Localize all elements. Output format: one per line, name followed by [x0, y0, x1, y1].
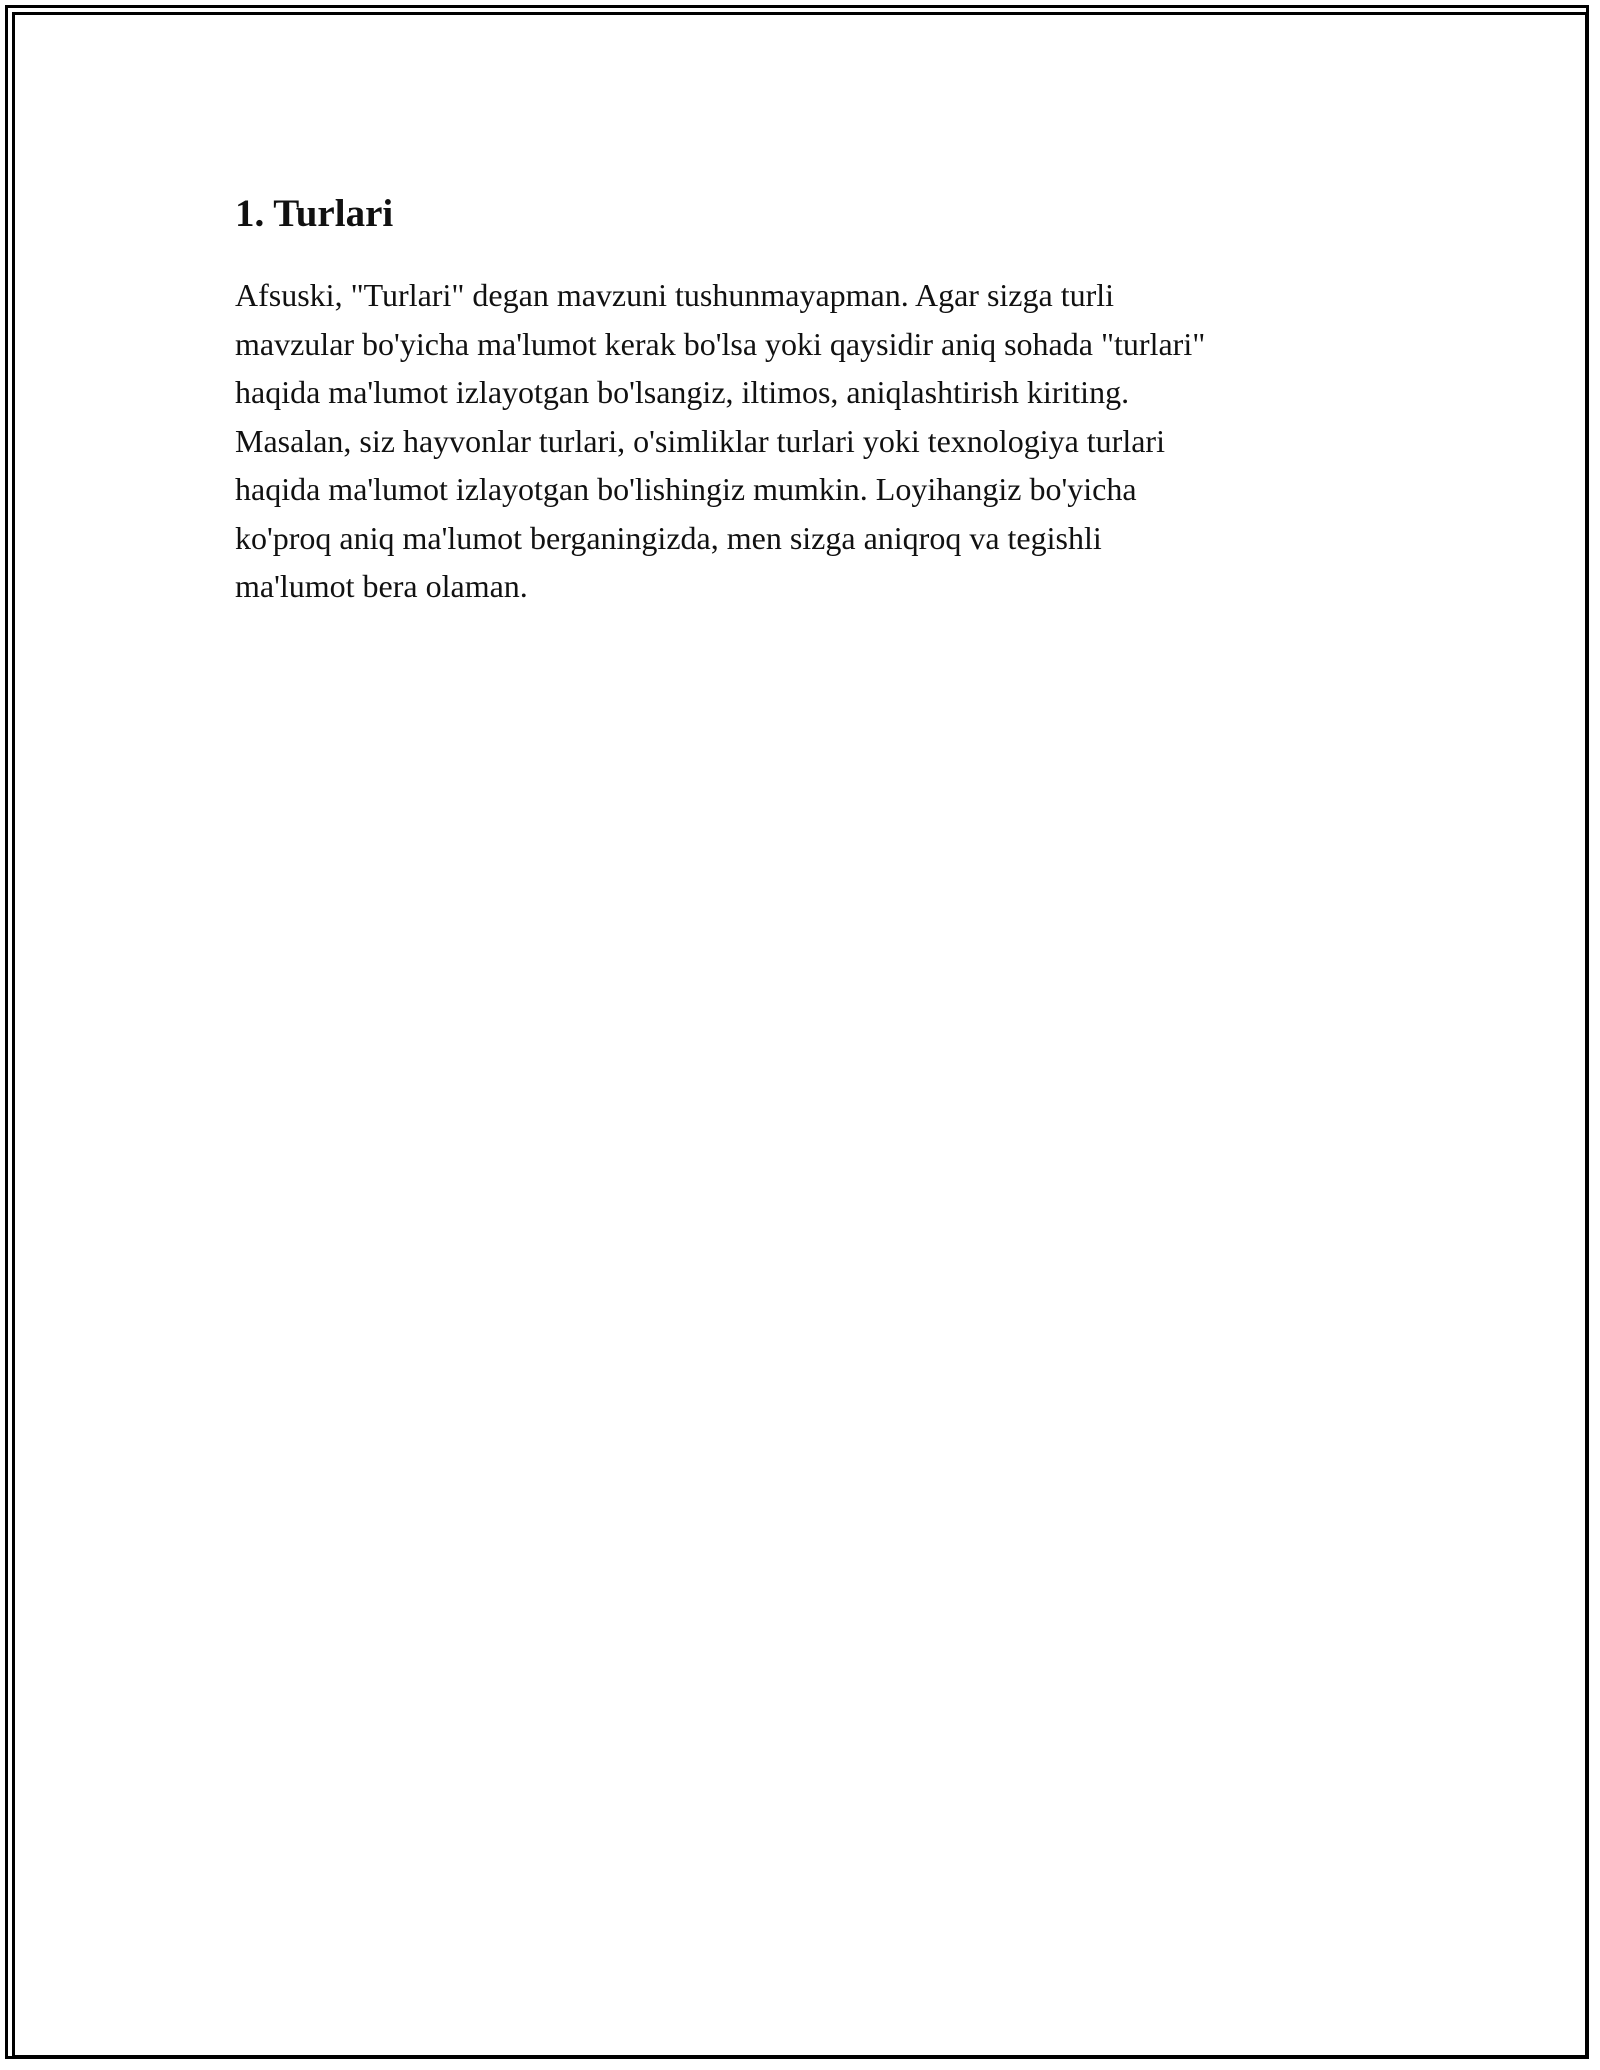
- section-heading: 1. Turlari: [235, 192, 394, 235]
- paragraph-line: mavzular bo'yicha ma'lumot kerak bo'lsa yoki qaysidir aniq sohada "turlari": [235, 325, 1206, 362]
- paragraph-line: ko'proq aniq ma'lumot berganingizda, men sizga aniqroq va tegishli: [235, 519, 1102, 556]
- paragraph-line: haqida ma'lumot izlayotgan bo'lishingiz mumkin. Loyihangiz bo'yicha: [235, 471, 1137, 507]
- paragraph-line: ma'lumot bera olaman.: [235, 568, 528, 604]
- paragraph-line: Masalan, siz hayvonlar turlari, o'simliklar turlari yoki texnologiya turlari: [235, 422, 1165, 459]
- page-content: [235, 183, 1375, 611]
- paragraph-line: Afsuski, "Turlari" degan mavzuni tushunmayapman. Agar sizga turli: [235, 277, 1115, 313]
- section-paragraph: [235, 271, 1375, 611]
- paragraph-line: haqida ma'lumot izlayotgan bo'lsangiz, iltimos, aniqlashtirish kiriting.: [235, 374, 1130, 410]
